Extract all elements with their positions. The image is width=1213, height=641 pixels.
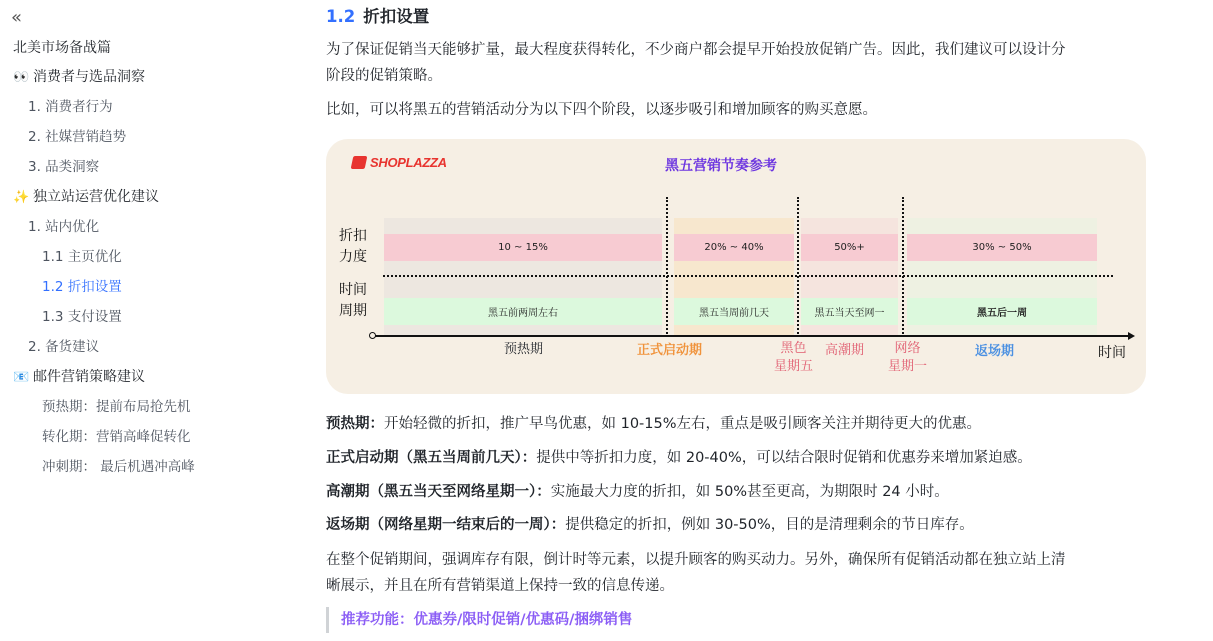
period-band-peak: 黑五当天至网一 [801, 298, 898, 325]
toc-label: 2. 备货建议 [28, 339, 100, 355]
toc-label: 预热期：提前布局抢先机 [42, 399, 191, 415]
row-label-time [339, 280, 373, 322]
detail-term: 返场期（网络星期一结束后的一周）： [326, 517, 566, 533]
toc-label: 1. 消费者行为 [28, 99, 113, 115]
row-label-line: 周期 [339, 303, 367, 319]
toc-label: 消费者与选品洞察 [33, 69, 145, 85]
discount-band-warmup: 10 ~ 15% [384, 234, 662, 261]
toc-item-consumer-insight[interactable] [13, 67, 145, 88]
detail-warmup [326, 411, 1146, 437]
detail-text: 实施最大力度的折扣，如 50%甚至更高，为期限时 24 小时。 [550, 484, 949, 500]
sidebar-toc [0, 0, 300, 641]
detail-peak [326, 479, 1146, 505]
toc-label: 冲刺期： 最后机遇冲高峰 [42, 459, 195, 475]
toc-label: 独立站运营优化建议 [33, 189, 159, 205]
sparkles-icon: ✨ [13, 190, 30, 205]
toc-label: 转化期：营销高峰促转化 [42, 429, 191, 445]
black-friday-timeline-diagram [326, 139, 1146, 394]
phase-divider-line [797, 197, 799, 337]
example-paragraph: 比如，可以将黑五的营销活动分为以下四个阶段，以逐步吸引和增加顾客的购买意愿。 [326, 102, 877, 118]
toc-item-category-insight[interactable] [28, 157, 99, 177]
collapse-sidebar-icon[interactable]: « [11, 7, 17, 28]
axis-label-time: 时间 [1098, 345, 1126, 361]
toc-label: 1.1 主页优化 [42, 249, 122, 265]
phase-divider-line [666, 197, 668, 337]
detail-launch [326, 445, 1146, 471]
heading-number: 1.2 [326, 7, 356, 26]
period-band-launch: 黑五当周前几天 [674, 298, 794, 325]
eyes-icon: 👀 [13, 70, 30, 85]
logo-text: SHOPLAZZA [370, 155, 447, 170]
summary-paragraph [326, 547, 1146, 599]
phase-divider-line [902, 197, 904, 337]
toc-item-stock-advice[interactable] [28, 337, 99, 357]
recommend-quote: 推荐功能：优惠券/限时促销/优惠码/捆绑销售 [326, 607, 632, 633]
toc-label: 1.2 折扣设置 [42, 279, 122, 295]
discount-band-peak: 50%+ [801, 234, 898, 261]
toc-item-store-optimization[interactable] [13, 187, 159, 208]
axis-origin-icon [369, 332, 376, 339]
marker-cyber-monday [888, 340, 927, 376]
heading-title: 折扣设置 [363, 7, 430, 26]
summary-line: 晰展示，并且在所有营销渠道上保持一致的信息传递。 [326, 578, 674, 594]
diagram-title: 黑五营销节奏参考 [665, 158, 777, 174]
phase-label-launch: 正式启动期 [637, 343, 703, 358]
detail-term: 预热期： [326, 416, 384, 432]
toc-label: 1.3 支付设置 [42, 309, 122, 325]
toc-label: 北美市场备战篇 [13, 40, 111, 56]
row-label-line: 时间 [339, 282, 367, 298]
period-band-warmup: 黑五前两周左右 [384, 298, 662, 325]
toc-item-sprint[interactable] [42, 457, 195, 477]
discount-band-return: 30% ~ 50% [907, 234, 1097, 261]
toc-item-consumer-behavior[interactable] [28, 97, 113, 117]
marker-line: 星期一 [888, 359, 928, 374]
phase-label-peak: 高潮期 [825, 343, 865, 358]
envelope-icon: 📧 [13, 370, 30, 385]
summary-line: 在整个促销期间，强调库存有限，倒计时等元素，以提升顾客的购买动力。另外，确保所有促销活动都在独立站上清 [326, 552, 1066, 568]
intro-line: 为了保证促销当天能够扩量，最大程度获得转化，不少商户都会提早开始投放促销广告。因此，我们建议可以设计分 [326, 42, 1066, 58]
toc-item-north-america[interactable] [13, 38, 111, 58]
toc-item-email-marketing[interactable] [13, 367, 145, 388]
phase-label-return: 返场期 [975, 344, 1015, 359]
time-axis [374, 335, 1130, 337]
detail-text: 开始轻微的折扣，推广早鸟优惠，如 10-15%左右，重点是吸引顾客关注并期待更大的优惠。 [384, 416, 982, 432]
toc-label: 邮件营销策略建议 [33, 369, 145, 385]
toc-item-payment-settings[interactable] [42, 307, 122, 327]
phase-label-warmup: 预热期 [504, 342, 544, 357]
toc-label: 1. 站内优化 [28, 219, 100, 235]
row-divider-line [383, 275, 1113, 277]
detail-return [326, 512, 1146, 538]
toc-item-social-trends[interactable] [28, 127, 126, 147]
period-band-return: 黑五后一周 [907, 298, 1097, 325]
detail-text: 提供中等折扣力度，如 20-40%，可以结合限时促销和优惠券来增加紧迫感。 [536, 450, 1032, 466]
toc-label: 3. 品类洞察 [28, 159, 100, 175]
marker-line: 星期五 [774, 359, 814, 374]
shoplazza-logo-icon [351, 156, 368, 169]
row-label-line: 力度 [339, 249, 367, 265]
toc-item-homepage[interactable] [42, 247, 122, 267]
toc-item-onsite-optimization[interactable] [28, 217, 99, 237]
discount-band-launch: 20% ~ 40% [674, 234, 794, 261]
shoplazza-logo [352, 155, 447, 170]
axis-arrow-icon [1128, 332, 1135, 340]
detail-term: 高潮期（黑五当天至网络星期一）： [326, 484, 551, 500]
row-label-discount [339, 226, 373, 268]
marker-line: 网络 [894, 341, 921, 356]
section-heading [326, 5, 429, 29]
toc-label: 2. 社媒营销趋势 [28, 129, 127, 145]
intro-line: 阶段的促销策略。 [326, 68, 442, 84]
detail-term: 正式启动期（黑五当周前几天）： [326, 450, 537, 466]
row-label-line: 折扣 [339, 228, 367, 244]
toc-item-conversion[interactable] [42, 427, 191, 447]
detail-text: 提供稳定的折扣，例如 30-50%，目的是清理剩余的节日库存。 [565, 517, 974, 533]
marker-black-friday [774, 340, 813, 376]
toc-item-discount-settings[interactable] [42, 277, 122, 297]
marker-line: 黑色 [780, 341, 807, 356]
intro-paragraph [326, 37, 1146, 89]
toc-item-warmup[interactable] [42, 397, 191, 417]
